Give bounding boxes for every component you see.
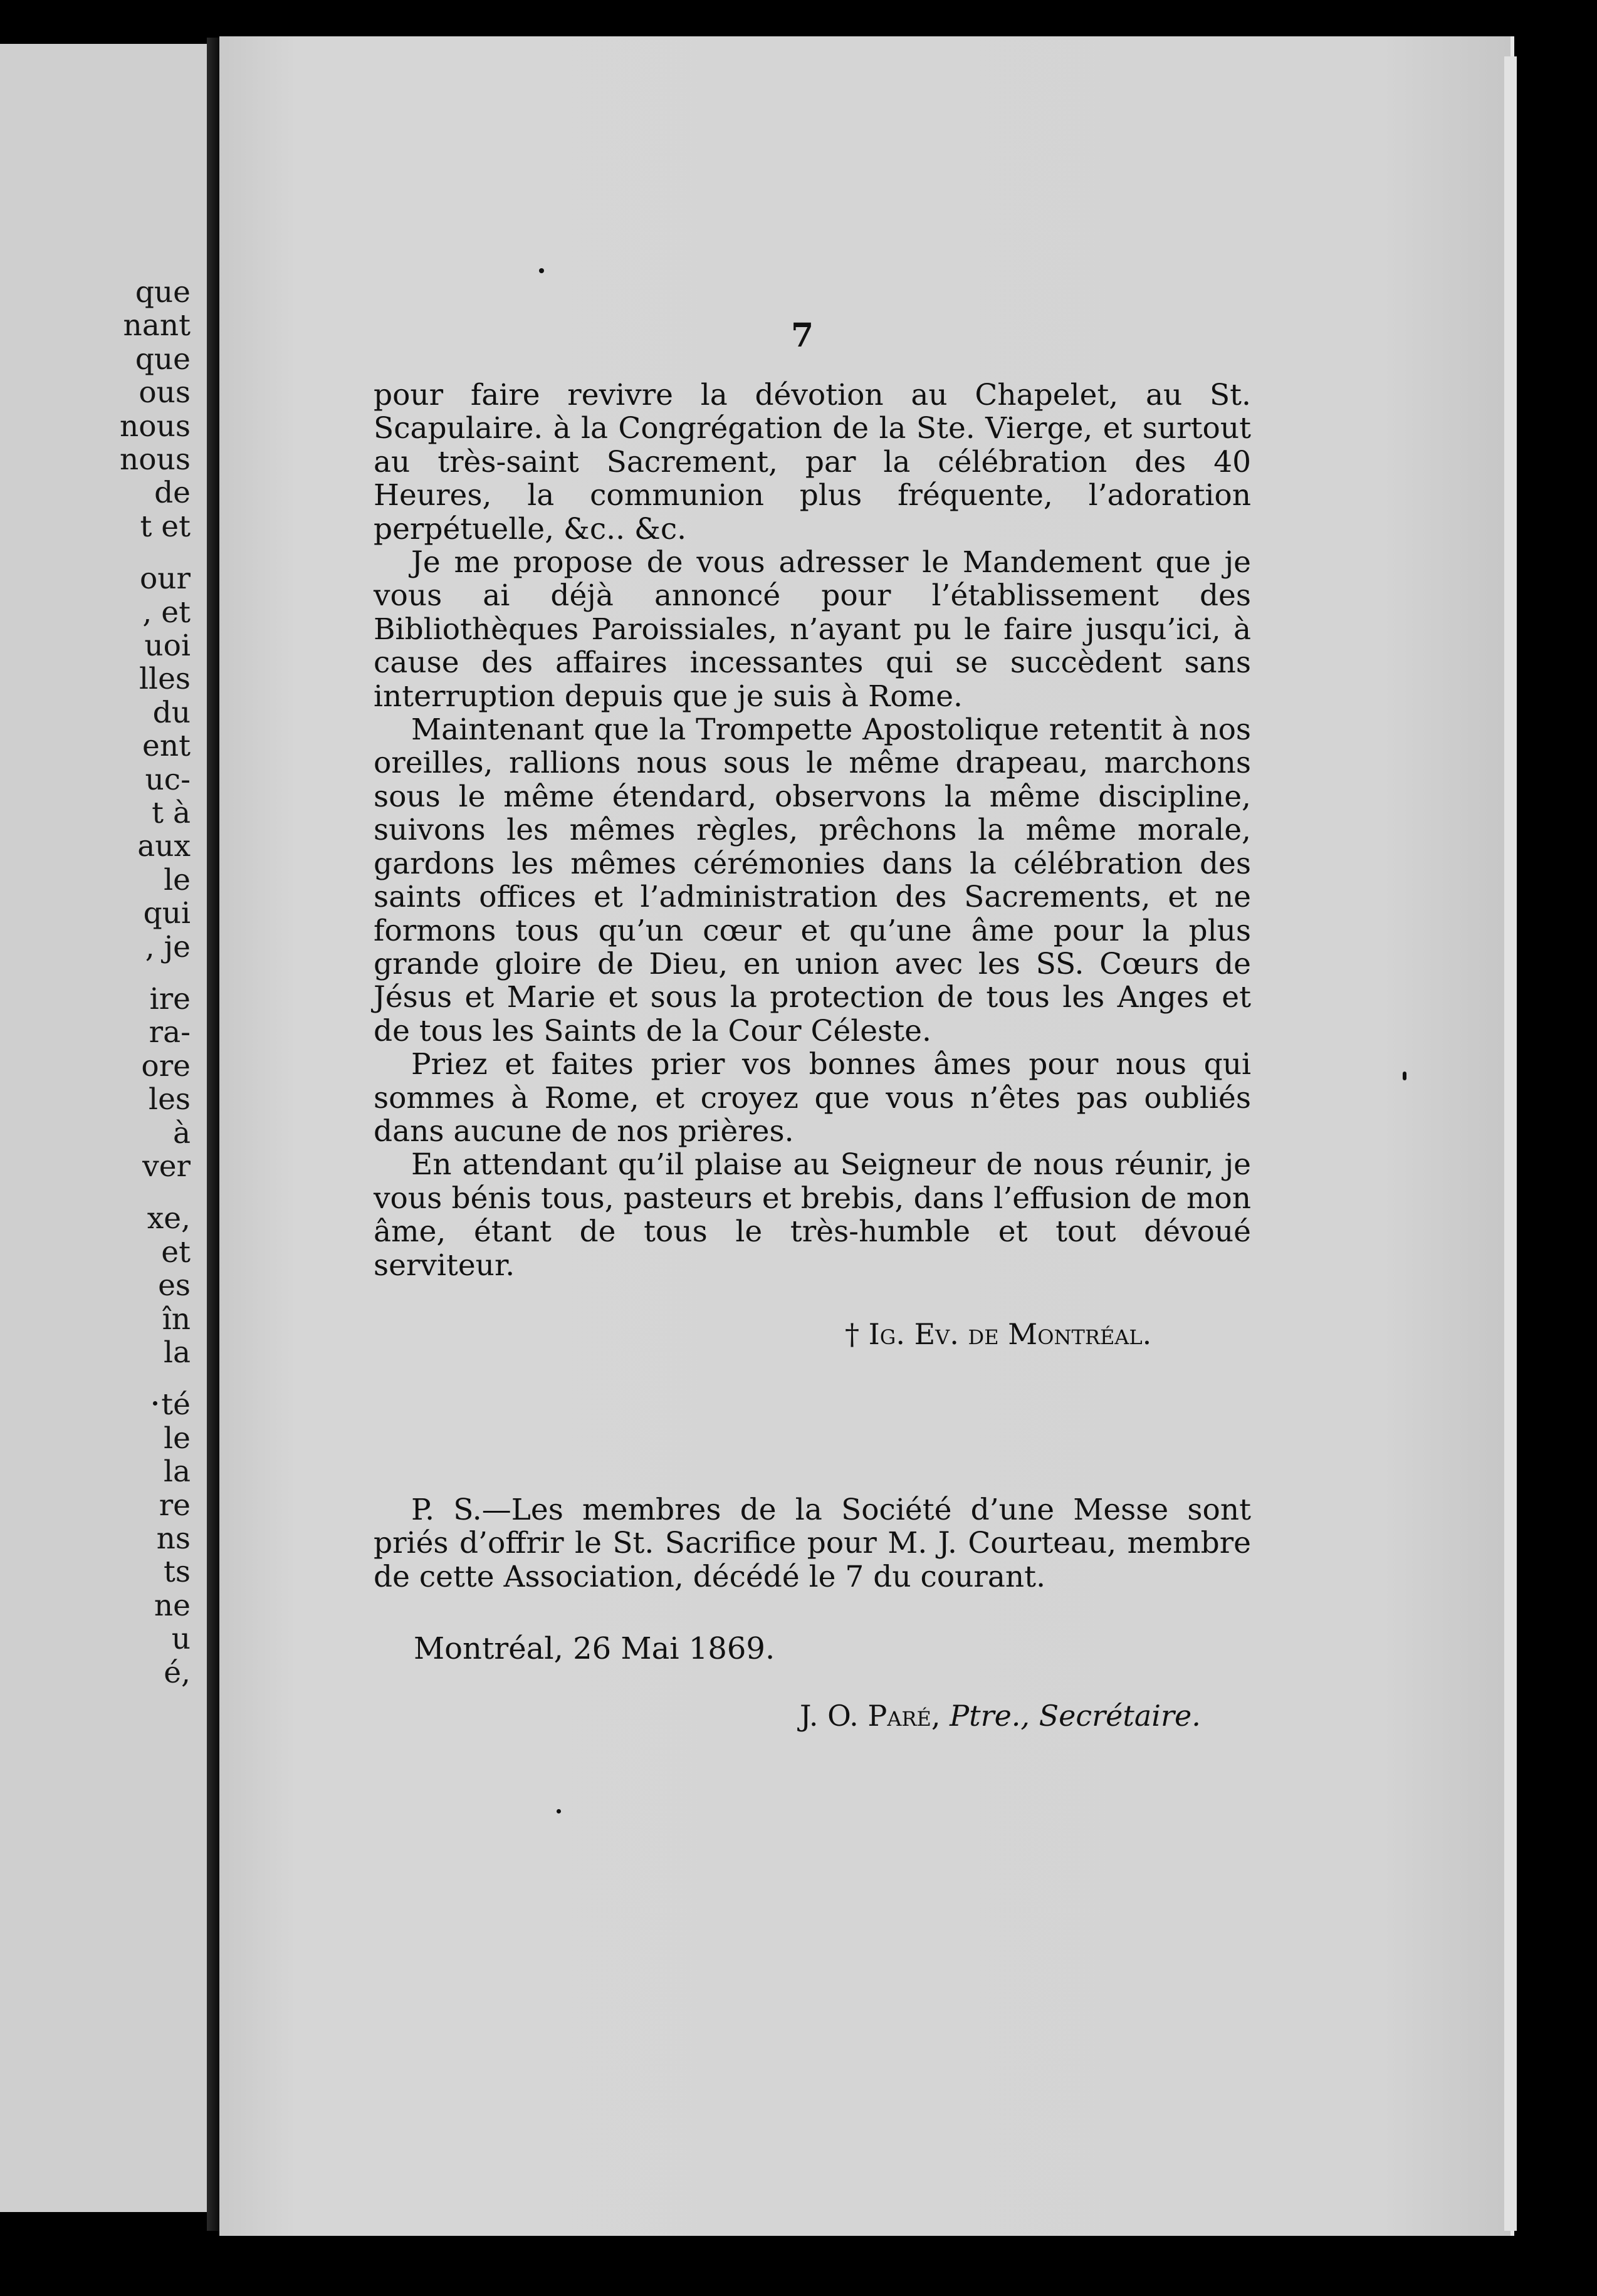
left-page-fragment: é, [164, 1655, 191, 1690]
left-page-fragment: ire [149, 982, 191, 1016]
signature-text: Ig. Ev. de Montréal. [868, 1317, 1152, 1351]
left-page-fragment: , je [145, 929, 191, 964]
ink-speck [557, 1809, 561, 1813]
letter-body [374, 378, 1251, 1282]
left-page-fragment: ns [156, 1521, 191, 1556]
left-page-fragment: la [163, 1335, 191, 1370]
left-page-fragment: ver [142, 1149, 191, 1184]
left-page-fragment: nous [120, 409, 191, 444]
left-page-fragment: ra- [149, 1015, 191, 1050]
left-page-fragment: que [135, 342, 191, 377]
left-page-fragment: et [161, 1234, 191, 1270]
left-page-fragment: re [159, 1488, 191, 1523]
left-page-fragment: es [158, 1268, 191, 1303]
left-page-fragment: nant [123, 308, 191, 343]
page-number: 7 [791, 316, 814, 355]
left-page-fragment: le [164, 862, 191, 897]
paragraph-2: Je me propose de vous adresser le Mandement que je vous ai déjà annoncé pour l’établissement des Bibliothèques Paroissiales, n’ayant pu le faire jusqu’ici, à cause des affaires incessantes qui se succèdent sans interruption depuis que je suis à Rome. [374, 545, 1251, 714]
left-page-fragment: qui [143, 896, 191, 931]
left-page-fragment: t et [140, 509, 191, 544]
postscript-text: P. S.—Les membres de la Société d’une Messe sont priés d’offrir le St. Sacrifice pour M. J. Courteau, membre de cette Association, décédé le 7 du courant. [374, 1493, 1251, 1594]
paragraph-4: Priez et faites prier vos bonnes âmes pour nous qui sommes à Rome, et croyez que vous n’êtes pas oubliés dans aucune de nos prières. [374, 1047, 1251, 1149]
left-page-fragment: , et [142, 595, 191, 630]
left-page-fragment: le [164, 1421, 191, 1456]
date-line: Montréal, 26 Mai 1869. [414, 1631, 775, 1666]
left-page-fragment: ts [163, 1555, 191, 1590]
left-page-fragment: que [135, 275, 191, 310]
secretary-name: J. O. Paré, [800, 1699, 941, 1733]
paragraph-1: pour faire revivre la dévotion au Chapelet, au St. Scapulaire. à la Congrégation de la Ste. Vierge, et surtout au très-saint Sacrement, par la célébration des 40 Heures, la communion plus fréquente, l’adoration perpétuelle, &c.. &c. [374, 378, 1251, 546]
left-page-fragment: xe, [147, 1201, 191, 1236]
left-page-fragment: ne [154, 1588, 191, 1623]
left-page-fragment: du [152, 695, 191, 730]
page-edge [1504, 56, 1517, 2231]
left-page-fragment: lles [139, 662, 191, 697]
left-page-fragment: uc- [145, 762, 191, 797]
left-page-fragment: t à [152, 796, 191, 830]
left-page-fragment: ent [142, 729, 191, 764]
left-page-fragment: la [163, 1454, 191, 1490]
bishop-signature [845, 1317, 1151, 1351]
cross-icon: † [845, 1317, 859, 1351]
left-page-fragment: ore [141, 1048, 191, 1083]
left-page-fragment: à [172, 1115, 191, 1151]
paragraph-3: Maintenant que la Trompette Apostolique retentit à nos oreilles, rallions nous sous le même drapeau, marchons sous le même étendard, observons la même discipline, suivons les mêmes règles, prêchons la même morale, gardons les mêmes cérémonies dans la célébration des saints offices et l’administration des Sacrements, et ne formons tous qu’un cœur et qu’une âme pour la plus grande gloire de Dieu, en union avec les SS. Cœurs de Jésus et Marie et sous la protection de tous les Anges et de tous les Saints de la Cour Céleste. [374, 712, 1251, 1048]
left-page-fragment: u [171, 1622, 191, 1657]
left-page-fragment: de [154, 476, 191, 511]
ink-speck [153, 1401, 157, 1406]
ink-speck [1403, 1072, 1406, 1080]
paragraph-5: En attendant qu’il plaise au Seigneur de nous réunir, je vous bénis tous, pasteurs et brebis, dans l’effusion de mon âme, étant de tous le très-humble et tout dévoué serviteur. [374, 1147, 1251, 1283]
secretary-title: Ptre., Secrétaire. [950, 1699, 1201, 1733]
left-page-fragment: té [161, 1387, 191, 1422]
postscript [374, 1493, 1251, 1594]
left-page-fragment: our [139, 561, 191, 597]
left-page-fragment: aux [137, 829, 191, 864]
ink-speck [539, 268, 544, 273]
secretary-signature [800, 1699, 1201, 1733]
left-page-fragment: nous [120, 442, 191, 477]
left-facing-page [0, 44, 207, 2212]
left-page-fragment: în [162, 1302, 191, 1337]
left-page-fragment: ous [139, 375, 191, 410]
left-page-fragment: uoi [144, 629, 191, 663]
left-page-fragment: les [149, 1082, 191, 1117]
